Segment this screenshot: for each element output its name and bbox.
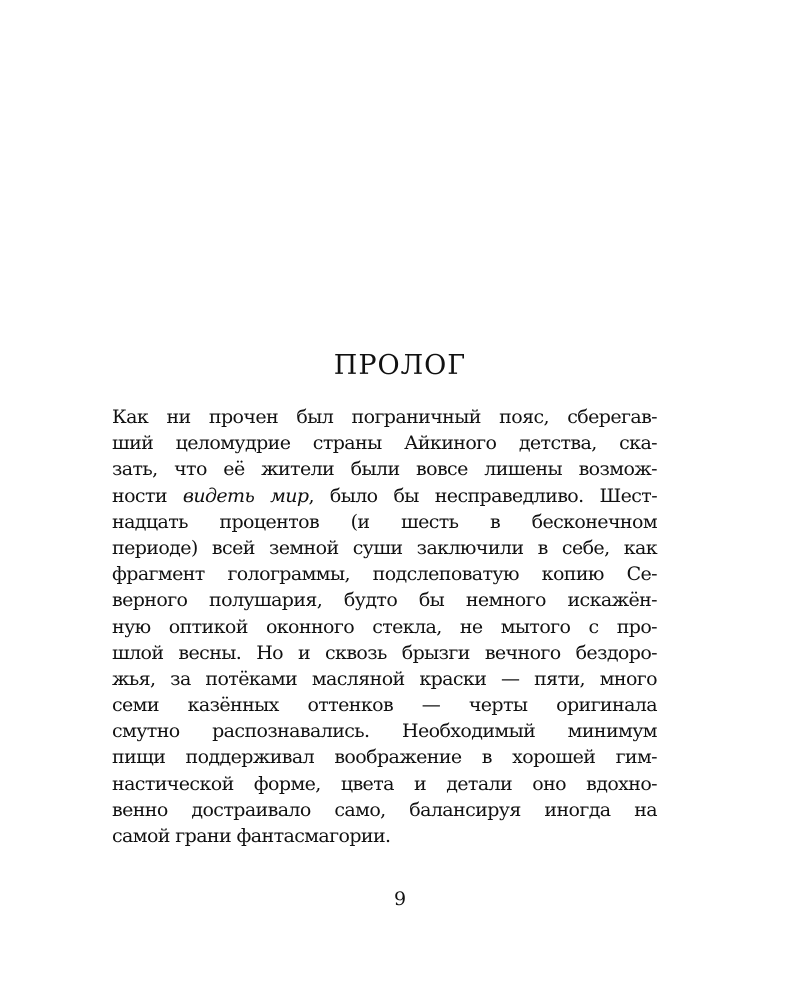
text-line: настической форме, цвета и детали оно вдохно-	[112, 772, 657, 795]
italic-phrase: видеть мир	[182, 484, 309, 507]
text-line: самой грани фантасмагории.	[112, 825, 391, 847]
text-line: зать, что её жители были вовсе лишены возмож-	[112, 458, 657, 481]
text-line: жья, за потёками масляной краски — пяти, много	[112, 667, 657, 690]
text-segment: , было бы несправедливо. Шест-	[308, 484, 658, 507]
text-line	[112, 483, 657, 509]
text-line: фрагмент голограммы, подслеповатую копию Се-	[112, 563, 657, 586]
text-line: надцать процентов (и шесть в бесконечном	[112, 510, 657, 533]
page-number: 9	[393, 888, 407, 910]
chapter-title: ПРОЛОГ	[333, 350, 467, 381]
text-line: Как ни прочен был пограничный пояс, сберегав-	[112, 406, 657, 428]
text-line: шлой весны. Но и сквозь брызги вечного бездоро-	[112, 641, 657, 664]
text-line: периоде) всей земной суши заключили в себе, как	[112, 536, 657, 559]
body-text	[112, 404, 657, 849]
text-segment: ности	[112, 484, 183, 507]
text-line: пищи поддерживал воображение в хорошей гим-	[112, 746, 657, 769]
text-line: ший целомудрие страны Айкиного детства, ска-	[112, 432, 657, 455]
text-line: семи казённых оттенков — черты оригинала	[112, 694, 657, 717]
text-line: ную оптикой оконного стекла, не мытого с про-	[112, 615, 657, 638]
text-line: смутно распознавались. Необходимый минимум	[112, 720, 657, 743]
text-line: верного полушария, будто бы немного искажён-	[112, 589, 657, 612]
text-line: венно достраивало само, балансируя иногда на	[112, 798, 657, 821]
